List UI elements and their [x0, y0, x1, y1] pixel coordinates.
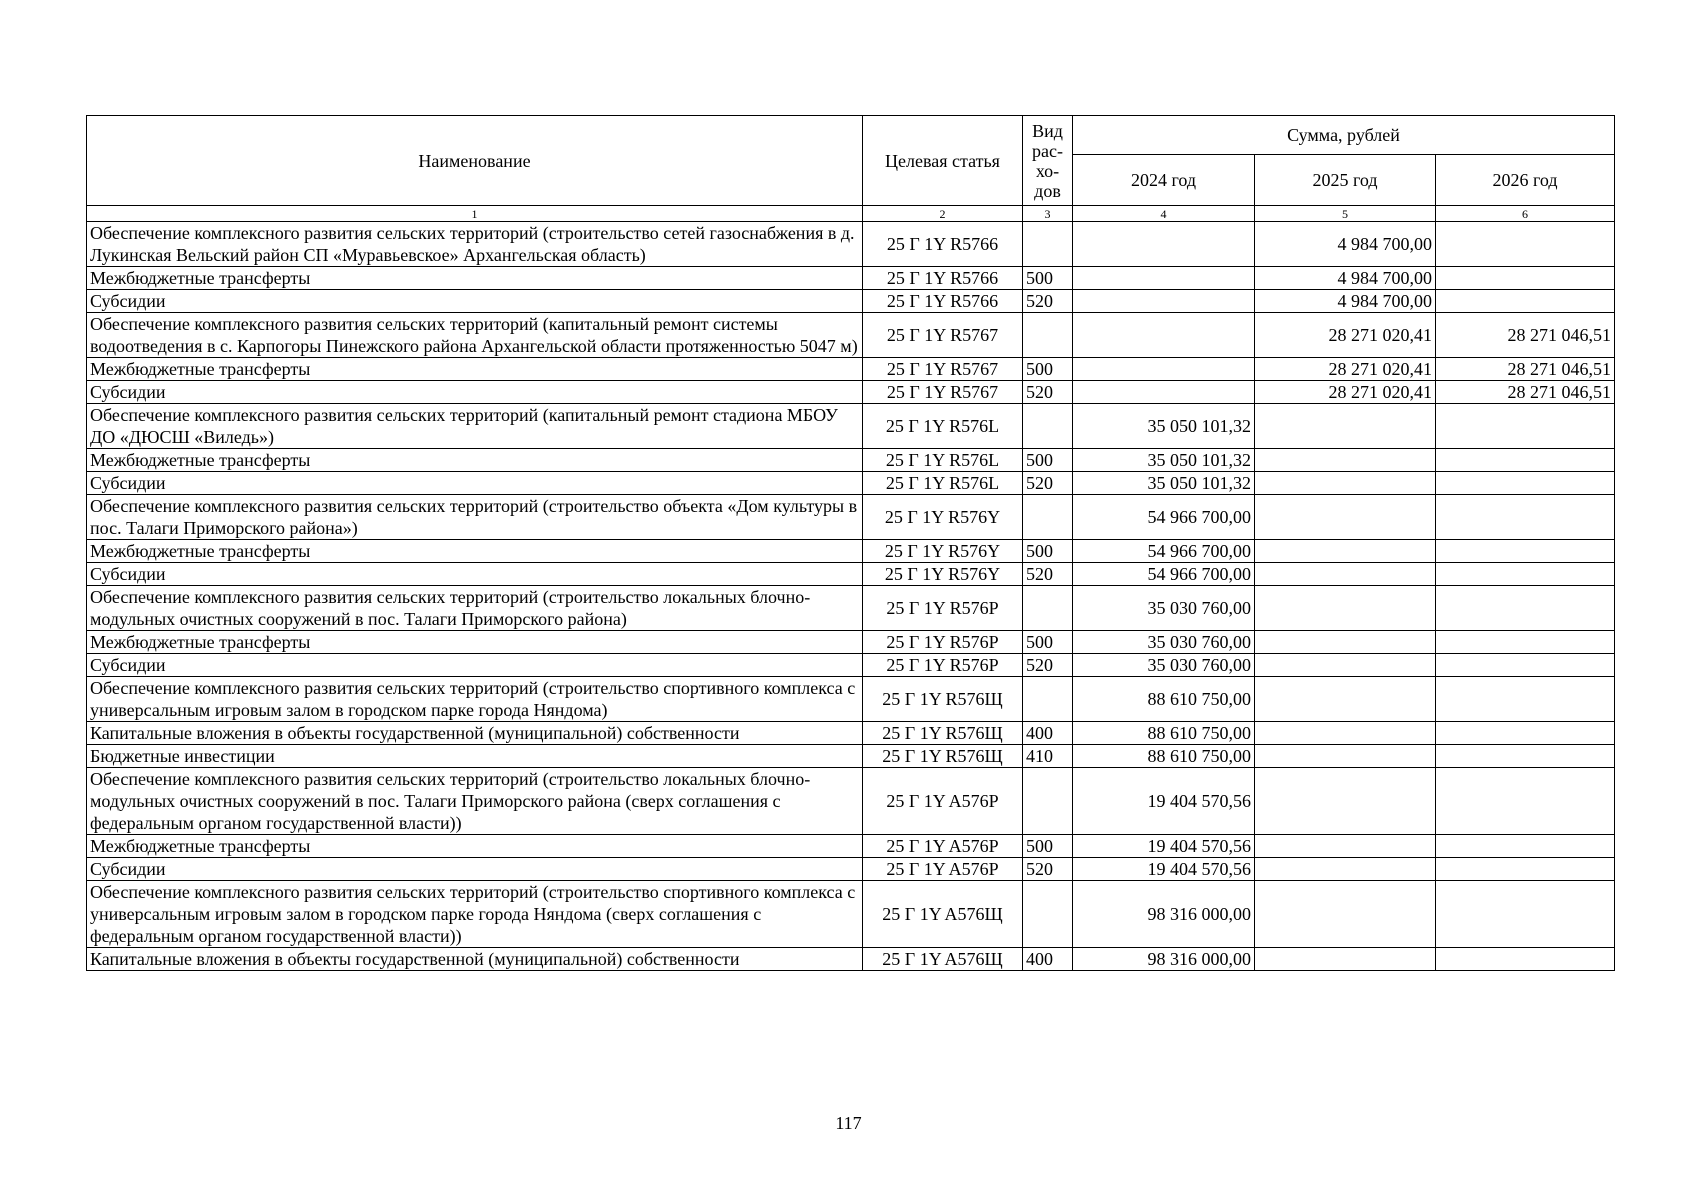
- row-sum-2026: [1436, 858, 1615, 881]
- row-sum-2026: 28 271 046,51: [1436, 381, 1615, 404]
- row-sum-2024: 98 316 000,00: [1073, 881, 1255, 948]
- row-sum-2026: [1436, 677, 1615, 722]
- row-name: Субсидии: [87, 654, 863, 677]
- header-vid-line: Вид: [1032, 120, 1063, 141]
- row-name: Субсидии: [87, 381, 863, 404]
- row-target-article: 25 Г 1Y A576Щ: [863, 948, 1023, 971]
- row-name: Обеспечение комплексного развития сельских территорий (капитальный ремонт стадиона МБОУ ДО «ДЮСШ «Виледь»): [87, 404, 863, 449]
- column-number: 1: [87, 206, 863, 222]
- table-body: [87, 222, 1615, 971]
- header-expense-type: [1023, 116, 1073, 206]
- row-expense-type: 400: [1023, 948, 1073, 971]
- row-target-article: 25 Г 1Y R5767: [863, 358, 1023, 381]
- row-target-article: 25 Г 1Y R5766: [863, 222, 1023, 267]
- column-number: 5: [1255, 206, 1436, 222]
- row-target-article: 25 Г 1Y R576Щ: [863, 745, 1023, 768]
- row-sum-2024: [1073, 358, 1255, 381]
- table-row: [87, 267, 1615, 290]
- row-sum-2024: [1073, 290, 1255, 313]
- row-name: Субсидии: [87, 858, 863, 881]
- row-target-article: 25 Г 1Y R5766: [863, 267, 1023, 290]
- row-sum-2024: 54 966 700,00: [1073, 495, 1255, 540]
- row-sum-2025: [1255, 540, 1436, 563]
- table-row: [87, 722, 1615, 745]
- table-row: [87, 631, 1615, 654]
- row-name: Субсидии: [87, 290, 863, 313]
- row-sum-2024: 54 966 700,00: [1073, 540, 1255, 563]
- row-name: Субсидии: [87, 472, 863, 495]
- row-sum-2025: 4 984 700,00: [1255, 222, 1436, 267]
- row-name: Обеспечение комплексного развития сельских территорий (строительство локальных блочно-модульных очистных сооружений в пос. Талаги Приморского района): [87, 586, 863, 631]
- row-sum-2024: 19 404 570,56: [1073, 858, 1255, 881]
- row-sum-2026: [1436, 745, 1615, 768]
- row-sum-2024: 35 050 101,32: [1073, 449, 1255, 472]
- row-name: Обеспечение комплексного развития сельских территорий (строительство спортивного комплекса с универсальным игровым залом в городском парке города Няндома): [87, 677, 863, 722]
- row-sum-2025: [1255, 722, 1436, 745]
- row-target-article: 25 Г 1Y R576L: [863, 472, 1023, 495]
- row-target-article: 25 Г 1Y R576P: [863, 586, 1023, 631]
- row-name: Обеспечение комплексного развития сельских территорий (капитальный ремонт системы водоотведения в с. Карпогоры Пинежского района Архангельской области протяженностью 5047 м): [87, 313, 863, 358]
- row-sum-2026: [1436, 449, 1615, 472]
- table-row: [87, 540, 1615, 563]
- row-name: Межбюджетные трансферты: [87, 358, 863, 381]
- row-expense-type: 500: [1023, 540, 1073, 563]
- row-name: Бюджетные инвестиции: [87, 745, 863, 768]
- row-expense-type: 400: [1023, 722, 1073, 745]
- row-expense-type: [1023, 677, 1073, 722]
- table-row: [87, 768, 1615, 835]
- table-row: [87, 404, 1615, 449]
- row-sum-2026: [1436, 768, 1615, 835]
- row-sum-2025: [1255, 631, 1436, 654]
- budget-table: [86, 115, 1615, 971]
- row-expense-type: 500: [1023, 358, 1073, 381]
- header-vid-line: хо-: [1035, 160, 1060, 181]
- table-row: [87, 472, 1615, 495]
- table-row: [87, 948, 1615, 971]
- row-expense-type: 410: [1023, 745, 1073, 768]
- row-name: Обеспечение комплексного развития сельских территорий (строительство локальных блочно-модульных очистных сооружений в пос. Талаги Приморского района (сверх соглашения с федеральным органом государственной власти)): [87, 768, 863, 835]
- header-name: Наименование: [87, 116, 863, 206]
- row-sum-2025: [1255, 472, 1436, 495]
- row-expense-type: [1023, 404, 1073, 449]
- row-sum-2026: [1436, 404, 1615, 449]
- row-sum-2024: [1073, 267, 1255, 290]
- row-sum-2024: 88 610 750,00: [1073, 722, 1255, 745]
- row-sum-2025: [1255, 881, 1436, 948]
- row-name: Обеспечение комплексного развития сельских территорий (строительство сетей газоснабжения в д. Лукинская Вельский район СП «Муравьевское» Архангельская область): [87, 222, 863, 267]
- row-sum-2025: [1255, 449, 1436, 472]
- row-sum-2026: 28 271 046,51: [1436, 358, 1615, 381]
- row-target-article: 25 Г 1Y R5766: [863, 290, 1023, 313]
- header-year-2026: 2026 год: [1436, 155, 1615, 206]
- row-sum-2024: 98 316 000,00: [1073, 948, 1255, 971]
- row-sum-2025: [1255, 586, 1436, 631]
- row-sum-2025: [1255, 835, 1436, 858]
- row-expense-type: [1023, 881, 1073, 948]
- table-row: [87, 313, 1615, 358]
- header-year-2025: 2025 год: [1255, 155, 1436, 206]
- table-row: [87, 881, 1615, 948]
- row-sum-2024: 35 050 101,32: [1073, 404, 1255, 449]
- row-sum-2026: [1436, 835, 1615, 858]
- row-sum-2026: [1436, 654, 1615, 677]
- row-sum-2026: [1436, 290, 1615, 313]
- row-sum-2026: [1436, 881, 1615, 948]
- header-year-2024: 2024 год: [1073, 155, 1255, 206]
- row-sum-2026: [1436, 631, 1615, 654]
- table-row: [87, 858, 1615, 881]
- row-name: Обеспечение комплексного развития сельских территорий (строительство спортивного комплекса с универсальным игровым залом в городском парке города Няндома (сверх соглашения с федеральным органом государственной власти)): [87, 881, 863, 948]
- row-target-article: 25 Г 1Y A576P: [863, 835, 1023, 858]
- column-number: 3: [1023, 206, 1073, 222]
- row-sum-2025: 28 271 020,41: [1255, 381, 1436, 404]
- header-vid-line: дов: [1034, 180, 1061, 201]
- row-sum-2024: [1073, 381, 1255, 404]
- row-expense-type: [1023, 768, 1073, 835]
- row-sum-2026: 28 271 046,51: [1436, 313, 1615, 358]
- row-sum-2025: [1255, 404, 1436, 449]
- row-sum-2024: 88 610 750,00: [1073, 745, 1255, 768]
- table-row: [87, 677, 1615, 722]
- row-name: Обеспечение комплексного развития сельских территорий (строительство объекта «Дом культуры в пос. Талаги Приморского района»): [87, 495, 863, 540]
- row-name: Межбюджетные трансферты: [87, 449, 863, 472]
- row-sum-2026: [1436, 495, 1615, 540]
- row-sum-2025: [1255, 495, 1436, 540]
- row-sum-2024: 35 030 760,00: [1073, 631, 1255, 654]
- table-row: [87, 358, 1615, 381]
- row-expense-type: [1023, 586, 1073, 631]
- table-row: [87, 563, 1615, 586]
- table-row: [87, 654, 1615, 677]
- row-sum-2026: [1436, 722, 1615, 745]
- row-target-article: 25 Г 1Y A576P: [863, 768, 1023, 835]
- row-name: Межбюджетные трансферты: [87, 631, 863, 654]
- row-expense-type: 500: [1023, 631, 1073, 654]
- row-expense-type: [1023, 222, 1073, 267]
- header-target-article: Целевая статья: [863, 116, 1023, 206]
- row-sum-2025: [1255, 563, 1436, 586]
- column-number: 6: [1436, 206, 1615, 222]
- row-target-article: 25 Г 1Y R5767: [863, 313, 1023, 358]
- row-target-article: 25 Г 1Y R576L: [863, 449, 1023, 472]
- row-sum-2024: 35 050 101,32: [1073, 472, 1255, 495]
- row-expense-type: 520: [1023, 654, 1073, 677]
- row-sum-2025: [1255, 768, 1436, 835]
- row-name: Капитальные вложения в объекты государственной (муниципальной) собственности: [87, 722, 863, 745]
- row-target-article: 25 Г 1Y R576Y: [863, 540, 1023, 563]
- row-target-article: 25 Г 1Y A576P: [863, 858, 1023, 881]
- row-target-article: 25 Г 1Y R576Щ: [863, 722, 1023, 745]
- row-sum-2025: 28 271 020,41: [1255, 313, 1436, 358]
- row-expense-type: 520: [1023, 290, 1073, 313]
- table-row: [87, 381, 1615, 404]
- row-sum-2024: [1073, 222, 1255, 267]
- row-sum-2024: 19 404 570,56: [1073, 835, 1255, 858]
- row-expense-type: 520: [1023, 858, 1073, 881]
- table-row: [87, 495, 1615, 540]
- table-row: [87, 290, 1615, 313]
- row-target-article: 25 Г 1Y R5767: [863, 381, 1023, 404]
- column-number: 2: [863, 206, 1023, 222]
- row-sum-2026: [1436, 267, 1615, 290]
- table-row: [87, 222, 1615, 267]
- row-sum-2024: 19 404 570,56: [1073, 768, 1255, 835]
- row-expense-type: 520: [1023, 381, 1073, 404]
- row-sum-2025: [1255, 677, 1436, 722]
- row-sum-2024: [1073, 313, 1255, 358]
- row-expense-type: [1023, 495, 1073, 540]
- row-sum-2026: [1436, 540, 1615, 563]
- table-row: [87, 586, 1615, 631]
- row-sum-2024: 88 610 750,00: [1073, 677, 1255, 722]
- row-target-article: 25 Г 1Y R576L: [863, 404, 1023, 449]
- row-sum-2025: [1255, 948, 1436, 971]
- row-expense-type: 500: [1023, 267, 1073, 290]
- row-sum-2026: [1436, 222, 1615, 267]
- column-number: 4: [1073, 206, 1255, 222]
- row-sum-2026: [1436, 563, 1615, 586]
- row-target-article: 25 Г 1Y R576P: [863, 654, 1023, 677]
- row-sum-2025: [1255, 858, 1436, 881]
- row-name: Межбюджетные трансферты: [87, 835, 863, 858]
- row-target-article: 25 Г 1Y A576Щ: [863, 881, 1023, 948]
- header-vid-line: рас-: [1032, 140, 1063, 161]
- row-sum-2025: 28 271 020,41: [1255, 358, 1436, 381]
- row-sum-2025: [1255, 745, 1436, 768]
- row-sum-2025: 4 984 700,00: [1255, 290, 1436, 313]
- row-name: Межбюджетные трансферты: [87, 267, 863, 290]
- row-target-article: 25 Г 1Y R576Y: [863, 495, 1023, 540]
- row-expense-type: 500: [1023, 835, 1073, 858]
- row-sum-2026: [1436, 472, 1615, 495]
- row-sum-2026: [1436, 586, 1615, 631]
- row-expense-type: 520: [1023, 472, 1073, 495]
- row-sum-2024: 54 966 700,00: [1073, 563, 1255, 586]
- row-target-article: 25 Г 1Y R576Щ: [863, 677, 1023, 722]
- row-expense-type: 500: [1023, 449, 1073, 472]
- row-name: Субсидии: [87, 563, 863, 586]
- row-expense-type: 520: [1023, 563, 1073, 586]
- page-number: 117: [835, 1113, 862, 1133]
- row-target-article: 25 Г 1Y R576Y: [863, 563, 1023, 586]
- header-sum: Сумма, рублей: [1073, 116, 1615, 155]
- row-sum-2026: [1436, 948, 1615, 971]
- row-sum-2024: 35 030 760,00: [1073, 654, 1255, 677]
- row-name: Капитальные вложения в объекты государственной (муниципальной) собственности: [87, 948, 863, 971]
- row-sum-2024: 35 030 760,00: [1073, 586, 1255, 631]
- table-row: [87, 835, 1615, 858]
- row-target-article: 25 Г 1Y R576P: [863, 631, 1023, 654]
- row-sum-2025: 4 984 700,00: [1255, 267, 1436, 290]
- row-expense-type: [1023, 313, 1073, 358]
- row-name: Межбюджетные трансферты: [87, 540, 863, 563]
- table-row: [87, 745, 1615, 768]
- row-sum-2025: [1255, 654, 1436, 677]
- table-row: [87, 449, 1615, 472]
